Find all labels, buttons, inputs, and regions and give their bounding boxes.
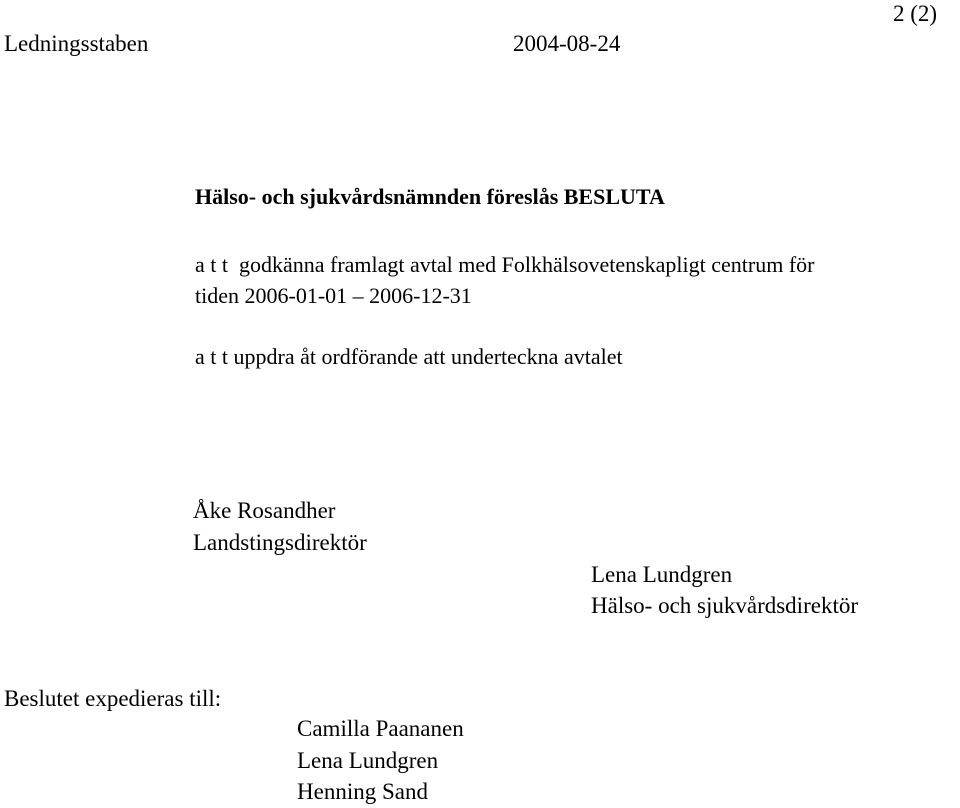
page-number: 2 (2)	[893, 1, 938, 26]
document-date: 2004-08-24	[513, 31, 621, 56]
recipient: Lena Lundgren	[297, 748, 439, 773]
signatory-2-name: Lena Lundgren	[591, 562, 733, 587]
signatory-2-title: Hälso- och sjukvårdsdirektör	[591, 593, 858, 618]
recipient: Henning Sand	[297, 779, 428, 804]
department-name: Ledningsstaben	[4, 31, 149, 56]
decision-item-2: a t t uppdra åt ordförande att underteckna avtalet	[195, 344, 623, 369]
recipient: Camilla Paananen	[297, 716, 464, 741]
decision-item-1-line-1: a t t godkänna framlagt avtal med Folkhälsovetenskapligt centrum för	[195, 252, 815, 277]
distribution-label: Beslutet expedieras till:	[4, 686, 222, 711]
signatory-1-title: Landstingsdirektör	[193, 530, 367, 555]
decision-item-1-line-2: tiden 2006-01-01 – 2006-12-31	[195, 283, 472, 308]
signatory-1-name: Åke Rosandher	[193, 498, 336, 523]
decision-title: Hälso- och sjukvårdsnämnden föreslås BESLUTA	[195, 184, 665, 209]
